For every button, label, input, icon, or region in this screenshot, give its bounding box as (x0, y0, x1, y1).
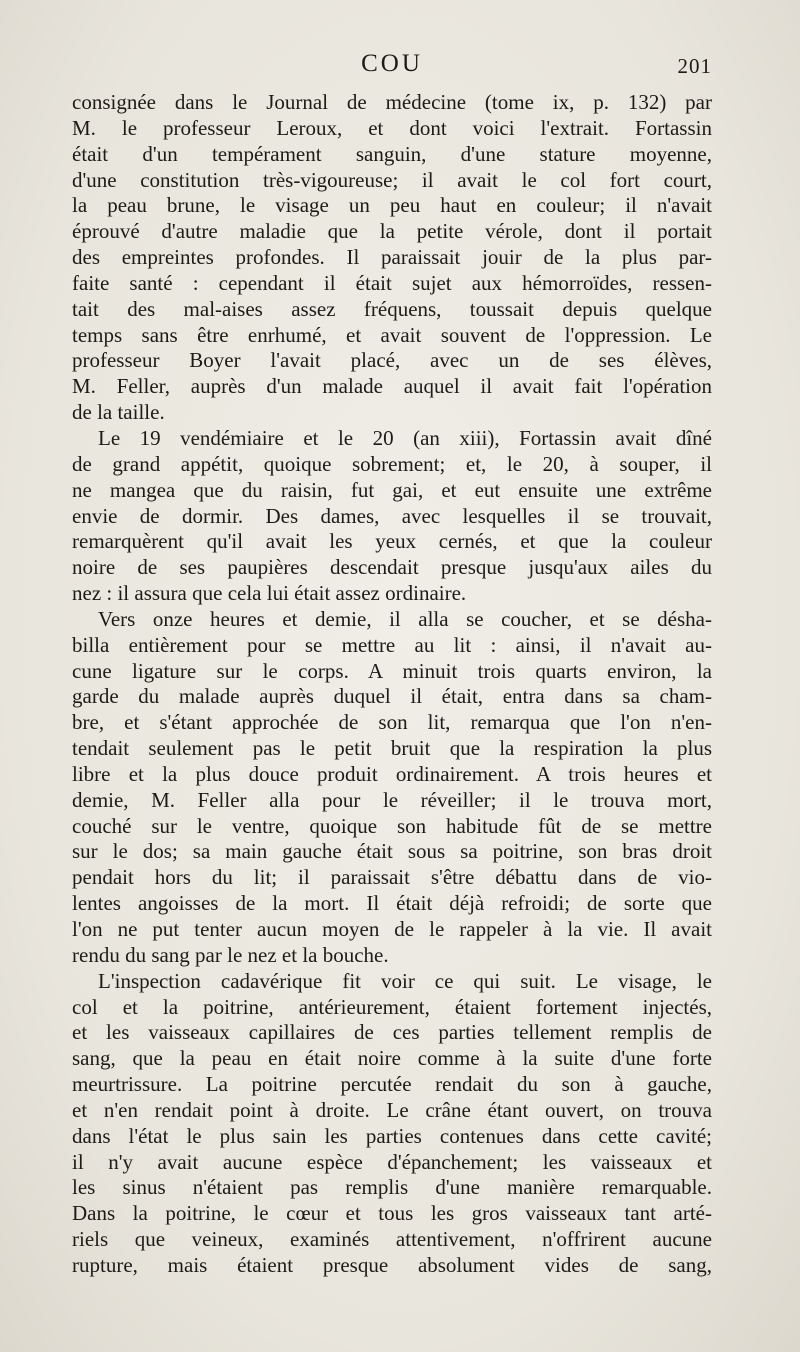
text-line: des empreintes profondes. Il paraissait jouir de la plus par- (72, 245, 712, 270)
text-line: L'inspection cadavérique fit voir ce qui suit. Le visage, le (98, 968, 712, 993)
page-header (72, 50, 712, 80)
text-line: pendait hors du lit; il paraissait s'être débattu dans de vio- (72, 865, 712, 890)
text-line: sang, que la peau en était noire comme à la suite d'une forte (72, 1046, 712, 1071)
text-line: riels que veineux, examinés attentivement, n'offrirent aucune (72, 1227, 712, 1252)
text-line: dans l'état le plus sain les parties contenues dans cette cavité; (72, 1123, 712, 1148)
text-line: ne mangea que du raisin, fut gai, et eut ensuite une extrême (72, 477, 712, 502)
text-line: rupture, mais étaient presque absolument vides de sang, (72, 1252, 712, 1277)
text-line: M. Feller, auprès d'un malade auquel il avait fait l'opération (72, 374, 712, 399)
text-line: bre, et s'étant approchée de son lit, remarqua que l'on n'en- (72, 710, 712, 735)
text-line: Vers onze heures et demie, il alla se coucher, et se désha- (98, 606, 712, 631)
text-line: envie de dormir. Des dames, avec lesquelles il se trouvait, (72, 503, 712, 528)
text-line: la peau brune, le visage un peu haut en couleur; il n'avait (72, 193, 712, 218)
text-line: tait des mal-aises assez fréquens, toussait depuis quelque (72, 296, 712, 321)
text-line: était d'un tempérament sanguin, d'une stature moyenne, (72, 141, 712, 166)
text-line: rendu du sang par le nez et la bouche. (72, 942, 389, 967)
text-line: cune ligature sur le corps. A minuit trois quarts environ, la (72, 658, 712, 683)
text-line: Le 19 vendémiaire et le 20 (an xiii), Fortassin avait dîné (98, 425, 712, 450)
text-line: remarquèrent qu'il avait les yeux cernés, et que la couleur (72, 529, 712, 554)
paragraph (72, 90, 712, 426)
text-line: M. le professeur Leroux, et dont voici l'extrait. Fortassin (72, 115, 712, 140)
text-line: sur le dos; sa main gauche était sous sa poitrine, son bras droit (72, 839, 712, 864)
text-line: professeur Boyer l'avait placé, avec un de ses élèves, (72, 348, 712, 373)
paragraph (72, 426, 712, 607)
text-line: Dans la poitrine, le cœur et tous les gros vaisseaux tant arté- (72, 1201, 712, 1226)
text-line: demie, M. Feller alla pour le réveiller; il le trouva mort, (72, 787, 712, 812)
text-line: d'une constitution très-vigoureuse; il avait le col fort court, (72, 167, 712, 192)
body-text (72, 90, 712, 1279)
page-number: 201 (677, 54, 712, 78)
text-line: de la taille. (72, 400, 165, 425)
text-line: il n'y avait aucune espèce d'épanchement; les vaisseaux et (72, 1149, 712, 1174)
text-line: noire de ses paupières descendait presque jusqu'aux ailes du (72, 555, 712, 580)
paragraph (72, 969, 712, 1279)
paragraph (72, 607, 712, 969)
text-line: consignée dans le Journal de médecine (tome ix, p. 132) par (72, 90, 712, 114)
text-line: et les vaisseaux capillaires de ces parties tellement remplis de (72, 1020, 712, 1045)
text-line: libre et la plus douce produit ordinairement. A trois heures et (72, 761, 712, 786)
text-line: lentes angoisses de la mort. Il était déjà refroidi; de sorte que (72, 891, 712, 916)
running-head: COU (361, 50, 423, 77)
text-line: de grand appétit, quoique sobrement; et, le 20, à souper, il (72, 451, 712, 476)
text-line: billa entièrement pour se mettre au lit : ainsi, il n'avait au- (72, 632, 712, 657)
text-line: tendait seulement pas le petit bruit que la respiration la plus (72, 736, 712, 761)
text-line: et n'en rendait point à droite. Le crâne étant ouvert, on trouva (72, 1097, 712, 1122)
text-line: les sinus n'étaient pas remplis d'une manière remarquable. (72, 1175, 712, 1200)
text-line: faite santé : cependant il était sujet aux hémorroïdes, ressen- (72, 270, 712, 295)
text-line: meurtrissure. La poitrine percutée rendait du son à gauche, (72, 1072, 712, 1097)
text-line: l'on ne put tenter aucun moyen de le rappeler à la vie. Il avait (72, 917, 712, 941)
text-line: temps sans être enrhumé, et avait souvent de l'oppression. Le (72, 322, 712, 347)
text-line: nez : il assura que cela lui était assez ordinaire. (72, 581, 467, 606)
text-line: garde du malade auprès duquel il était, entra dans sa cham- (72, 684, 712, 709)
text-line: col et la poitrine, antérieurement, étaient fortement injectés, (72, 994, 712, 1019)
text-line: couché sur le ventre, quoique son habitude fût de se mettre (72, 813, 712, 838)
text-line: éprouvé d'autre maladie que la petite vérole, dont il portait (72, 219, 712, 244)
